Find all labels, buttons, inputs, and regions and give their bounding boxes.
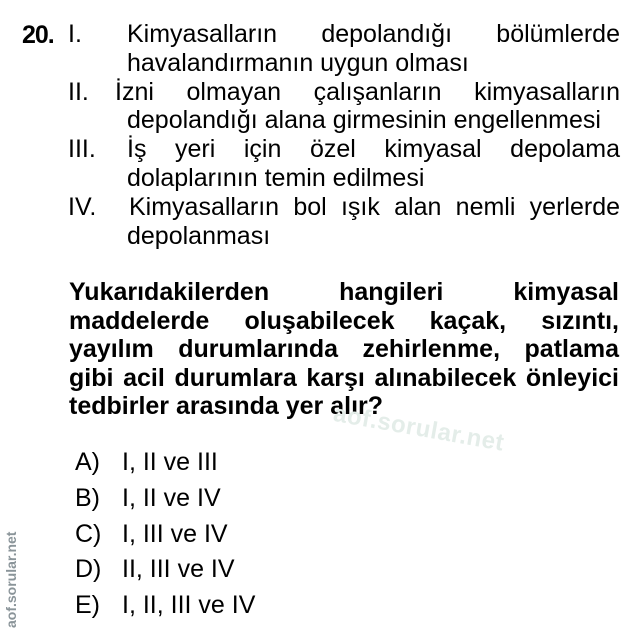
stem-line: gibi acil durumlara karşı alınabilecek önleyici: [69, 363, 619, 392]
statement-2: [68, 78, 620, 136]
option-c[interactable]: [75, 517, 255, 553]
watermark-side: aof.sorular.net: [3, 531, 19, 628]
statement-line: depolanması: [127, 221, 271, 250]
question-stem: [69, 278, 619, 421]
option-a[interactable]: [75, 445, 255, 481]
statement-line: dolaplarının temin edilmesi: [127, 163, 425, 192]
statement-line: İş yeri için özel kimyasal depolama: [127, 135, 620, 164]
statement-numeral: II.: [68, 77, 89, 106]
option-b[interactable]: [75, 481, 255, 517]
statement-numeral: III.: [68, 135, 96, 164]
statement-numeral: I.: [68, 20, 82, 48]
option-text: I, III ve IV: [122, 519, 228, 548]
option-d[interactable]: [75, 552, 255, 588]
stem-line: tedbirler arasında yer alır?: [69, 392, 384, 420]
option-text: I, II ve III: [122, 448, 218, 476]
watermark-center: aof.sorular.net: [331, 400, 507, 457]
stem-line: yayılım durumlarında zehirlenme, patlama: [69, 335, 619, 363]
option-text: I, II, III ve IV: [122, 591, 256, 620]
statement-4: [68, 193, 620, 251]
statement-3: [68, 135, 620, 193]
option-text: I, II ve IV: [122, 483, 221, 512]
statement-line: Kimyasalların depolandığı bölümlerde: [127, 20, 620, 48]
option-e[interactable]: [75, 588, 255, 624]
option-letter: A): [75, 448, 100, 476]
statement-list: [68, 20, 620, 250]
statement-line: İzni olmayan çalışanların kimyasalların: [115, 77, 620, 106]
stem-line: maddelerde oluşabilecek kaçak, sızıntı,: [69, 306, 619, 335]
statement-line: depolandığı alana girmesinin engellenmesi: [127, 106, 601, 135]
option-letter: C): [75, 519, 102, 548]
option-letter: D): [75, 555, 102, 584]
statement-numeral: IV.: [68, 192, 97, 221]
statement-1: [68, 20, 620, 78]
statement-line: Kimyasalların bol ışık alan nemli yerlerde: [129, 192, 620, 221]
question-number: 20.: [22, 21, 54, 49]
statement-line: havalandırmanın uygun olması: [127, 48, 469, 77]
option-text: II, III ve IV: [122, 555, 235, 584]
stem-line: Yukarıdakilerden hangileri kimyasal: [69, 278, 619, 306]
answer-options: [75, 445, 255, 624]
option-letter: B): [75, 483, 100, 512]
option-letter: E): [75, 591, 100, 620]
